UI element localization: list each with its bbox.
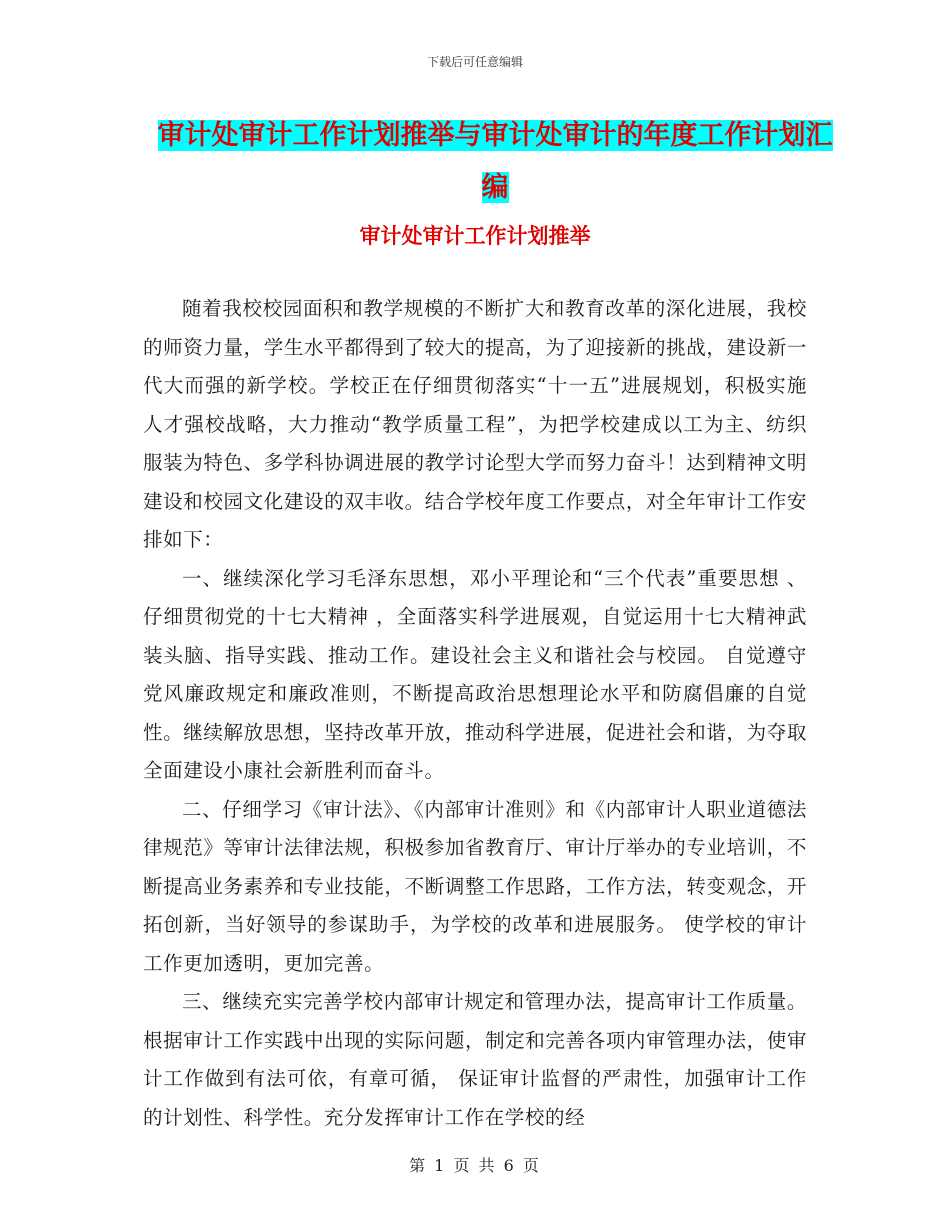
paragraph: 一、继续深化学习毛泽东思想，邓小平理论和“三个代表”重要思想 、仔细贯彻党的十七大精神 ，全面落实科学进展观，自觉运用十七大精神武装头脑、指导实践、推动工作。建设社会主义和谐社会与校园。 自觉遵守党风廉政规定和廉政准则，不断提高政治思想理论水平和防腐倡廉的自觉性。继续解放思想，坚持改革开放，推动科学进展，促进社会和谐，为夺取全面建设小康社会新胜利而奋斗。 — [143, 566, 807, 782]
section-heading: 审计处审计工作计划推举 — [359, 224, 591, 248]
page-number: 第 1 页 共 6 页 — [409, 1156, 541, 1175]
paragraph: 三、继续充实完善学校内部审计规定和管理办法，提高审计工作质量。根据审计工作实践中出现的实际问题，制定和完善各项内审管理办法，使审计工作做到有法可依，有章可循， 保证审计监督的严肃性，加强审计工作的计划性、科学性。充分发挥审计工作在学校的经 — [143, 990, 807, 1129]
paragraph: 二、仔细学习《审计法》、《内部审计准则》和《内部审计人职业道德法律规范》等审计法律法规，积极参加省教育厅、审计厅举办的专业培训，不断提高业务素养和专业技能，不断调整工作思路，工作方法，转变观念，开拓创新，当好领导的参谋助手，为学校的改革和进展服务。 使学校的审计工作更加透明，更加完善。 — [143, 797, 807, 975]
document-title-text: 审计处审计工作计划推举与审计处审计的年度工作计划汇编 — [157, 120, 833, 203]
document-body — [143, 290, 807, 1137]
header-note: 下载后可任意编辑 — [426, 55, 523, 69]
document-title — [150, 110, 840, 214]
paragraph: 随着我校校园面积和教学规模的不断扩大和教育改革的深化进展，我校的师资力量，学生水平都得到了较大的提高，为了迎接新的挑战，建设新一代大而强的新学校。学校正在仔细贯彻落实“十一五”进展规划，积极实施人才强校战略，大力推动“教学质量工程”，为把学校建成以工为主、纺织服装为特色、多学科协调进展的教学讨论型大学而努力奋斗！达到精神文明建设和校园文化建设的双丰收。结合学校年度工作要点，对全年审计工作安排如下： — [143, 297, 807, 551]
